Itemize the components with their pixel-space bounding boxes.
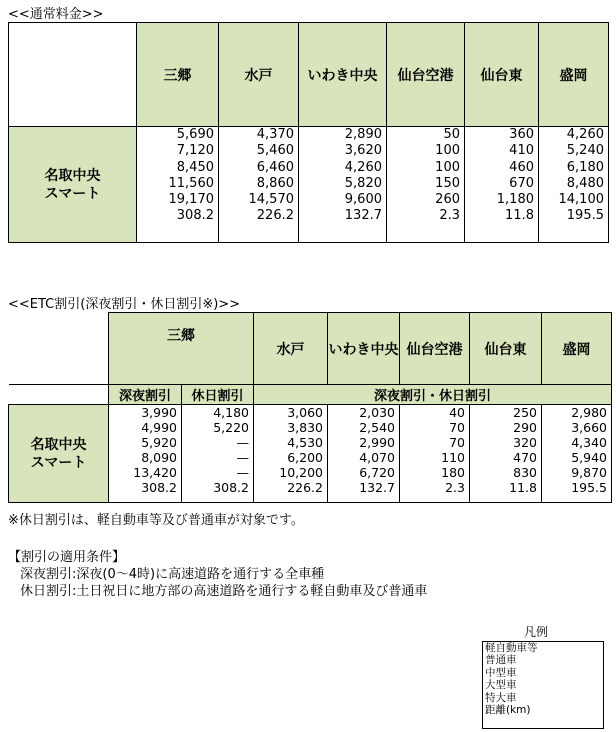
col-header-mito: 水戸 xyxy=(219,23,299,127)
legend-item-distance: 距離(km) xyxy=(485,704,531,717)
col-header-sendai-higashi: 仙台東 xyxy=(470,313,542,385)
holiday-condition: 休日割引:土日祝日に地方部の高速道路を通行する軽自動車及び普通車 xyxy=(20,584,428,599)
legend-item-tokudai: 特大車 xyxy=(485,691,517,704)
col-header-sendai-higashi: 仙台東 xyxy=(465,23,539,127)
sub-header-both: 深夜割引・休日割引 xyxy=(254,385,612,405)
values-misato: 5,690 7,120 8,450 11,560 19,170 308.2 xyxy=(137,127,219,243)
legend-item-kei: 軽自動車等 xyxy=(485,642,538,654)
values-sendai-higashi: 250 290 320 470 830 11.8 xyxy=(470,405,542,503)
row-label-line2: スマート xyxy=(44,185,101,202)
col-header-misato: 三郷 xyxy=(109,313,254,385)
legend-item-futsu: 普通車 xyxy=(485,654,517,667)
values-misato-holiday: 4,180 5,220 — — — 308.2 xyxy=(182,405,254,503)
corner-cell xyxy=(9,23,137,127)
values-morioka: 2,980 3,660 4,340 5,940 9,870 195.5 xyxy=(542,405,612,503)
values-iwaki-chuo: 2,890 3,620 4,260 5,820 9,600 132.7 xyxy=(299,127,387,243)
row-label-line1: 名取中央 xyxy=(44,167,101,184)
col-header-morioka: 盛岡 xyxy=(542,313,612,385)
col-header-misato: 三郷 xyxy=(137,23,219,127)
section1-title: <<通常料金>> xyxy=(8,7,104,22)
col-header-iwaki-chuo: いわき中央 xyxy=(328,313,400,385)
holiday-note: ※休日割引は、軽自動車等及び普通車が対象です。 xyxy=(8,513,304,528)
values-iwaki-chuo: 2,030 2,540 2,990 4,070 6,720 132.7 xyxy=(328,405,400,503)
row-label-line2: スマート xyxy=(30,454,87,471)
values-morioka: 4,260 5,240 6,180 8,480 14,100 195.5 xyxy=(539,127,609,243)
legend-item-chugata: 中型車 xyxy=(485,666,517,679)
etc-discount-table xyxy=(8,312,612,503)
corner-cell xyxy=(9,313,109,385)
col-header-iwaki-chuo: いわき中央 xyxy=(299,23,387,127)
legend-item-ogata: 大型車 xyxy=(485,679,517,692)
col-header-sendai-kuko: 仙台空港 xyxy=(387,23,465,127)
section2-title: <<ETC割引(深夜割引・休日割引※)>> xyxy=(8,297,241,312)
sub-header-night: 深夜割引 xyxy=(109,385,182,405)
col-header-morioka: 盛岡 xyxy=(539,23,609,127)
row-label-line1: 名取中央 xyxy=(30,436,87,453)
row-label xyxy=(9,405,109,503)
legend-title: 凡例 xyxy=(524,625,549,639)
row-label xyxy=(9,127,137,243)
sub-header-holiday: 休日割引 xyxy=(182,385,254,405)
values-sendai-higashi: 360 410 460 670 1,180 11.8 xyxy=(465,127,539,243)
values-misato-night: 3,990 4,990 5,920 8,090 13,420 308.2 xyxy=(109,405,182,503)
col-header-sendai-kuko: 仙台空港 xyxy=(400,313,470,385)
values-sendai-kuko: 50 100 100 150 260 2.3 xyxy=(387,127,465,243)
values-mito: 4,370 5,460 6,460 8,860 14,570 226.2 xyxy=(219,127,299,243)
legend-box xyxy=(482,641,604,729)
conditions-title: 【割引の適用条件】 xyxy=(8,550,126,565)
night-condition: 深夜割引:深夜(0～4時)に高速道路を通行する全車種 xyxy=(20,567,325,582)
values-sendai-kuko: 40 70 70 110 180 2.3 xyxy=(400,405,470,503)
normal-fare-table xyxy=(8,22,609,243)
col-header-mito: 水戸 xyxy=(254,313,328,385)
values-mito: 3,060 3,830 4,530 6,200 10,200 226.2 xyxy=(254,405,328,503)
corner-cell-2 xyxy=(9,385,109,405)
